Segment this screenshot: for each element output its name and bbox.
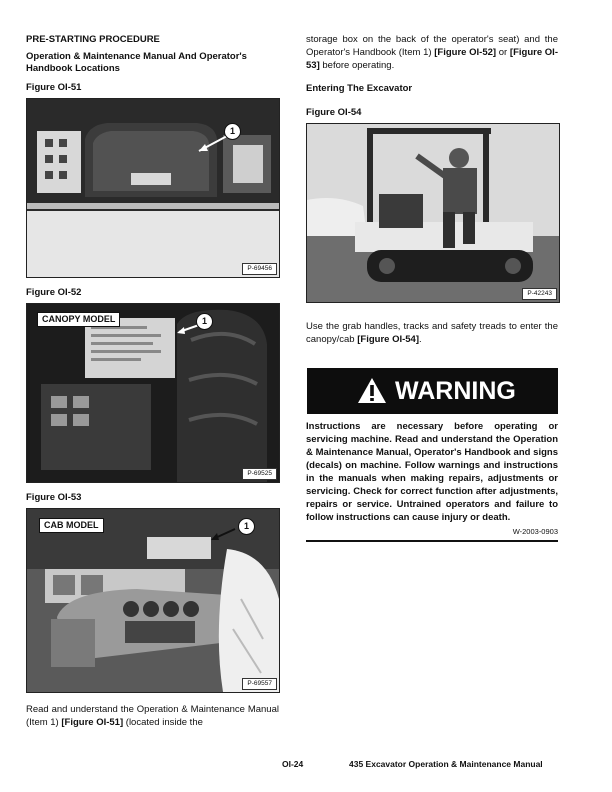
figure-ol51-photo	[26, 98, 280, 278]
figure-ol52-photo	[26, 303, 280, 483]
manual-title: 435 Excavator Operation & Maintenance Manual	[349, 759, 543, 769]
grab-handles-paragraph: Use the grab handles, tracks and safety treads to enter the canopy/cab [Figure OI-54].	[306, 321, 558, 345]
figure-ol52-model-label: CANOPY MODEL	[37, 312, 120, 327]
figure-ol52-callout: 1	[196, 313, 213, 330]
ref-figure-ol53: [Figure OI-53]	[306, 47, 558, 71]
warning-banner	[307, 368, 558, 414]
read-manual-paragraph: Read and understand the Operation & Maintenance Manual (Item 1) [Figure OI-51] (located inside the	[26, 704, 279, 728]
warning-triangle-icon	[357, 377, 387, 404]
page-number: OI-24	[282, 759, 304, 769]
section-title: PRE-STARTING PROCEDURE	[26, 34, 160, 45]
warning-code: W-2003-0903	[512, 527, 558, 536]
ref-figure-ol51: [Figure OI-51]	[61, 717, 124, 728]
figure-ol53-model-label: CAB MODEL	[39, 518, 104, 533]
figure-caption-ol52: Figure OI-52	[26, 287, 82, 298]
warning-text: Instructions are necessary before operating or servicing machine. Read and understand the Operation & Maintenance Manual, Operator's Handbook and signs (decals) on machine. Follow warnings and instructions in the manuals when making repairs, adjustments or servicing. Check for correct function after adjustments, repairs or service. Untrained operators and failure to follow instructions can cause injury or death.	[306, 421, 558, 523]
storage-box-paragraph: storage box on the back of the operator's seat) and the Operator's Handbook (Item 1) [Figure OI-52] or [Figure OI-53] before operating.	[306, 34, 558, 71]
warning-divider	[306, 540, 558, 542]
figure-ol52-code: P-69525	[242, 468, 277, 480]
ref-figure-ol54: [Figure OI-54]	[357, 334, 419, 345]
entering-subheading: Entering The Excavator	[306, 83, 413, 94]
figure-caption-ol51: Figure OI-51	[26, 82, 82, 93]
figure-ol54-code: P-42243	[522, 288, 557, 300]
figure-caption-ol53: Figure OI-53	[26, 492, 82, 503]
figure-ol53-code: P-69557	[242, 678, 277, 690]
ref-figure-ol52: [Figure OI-52]	[434, 47, 497, 58]
figure-caption-ol54: Figure OI-54	[306, 107, 362, 118]
figure-ol51-code: P-69456	[242, 263, 277, 275]
figure-ol53-photo	[26, 508, 280, 693]
figure-ol51-callout: 1	[224, 123, 241, 140]
locations-subheading: Operation & Maintenance Manual And Operator's Handbook Locations	[26, 51, 247, 74]
figure-ol54-photo	[306, 123, 560, 303]
figure-ol53-callout: 1	[238, 518, 255, 535]
warning-label: WARNING	[395, 377, 516, 405]
